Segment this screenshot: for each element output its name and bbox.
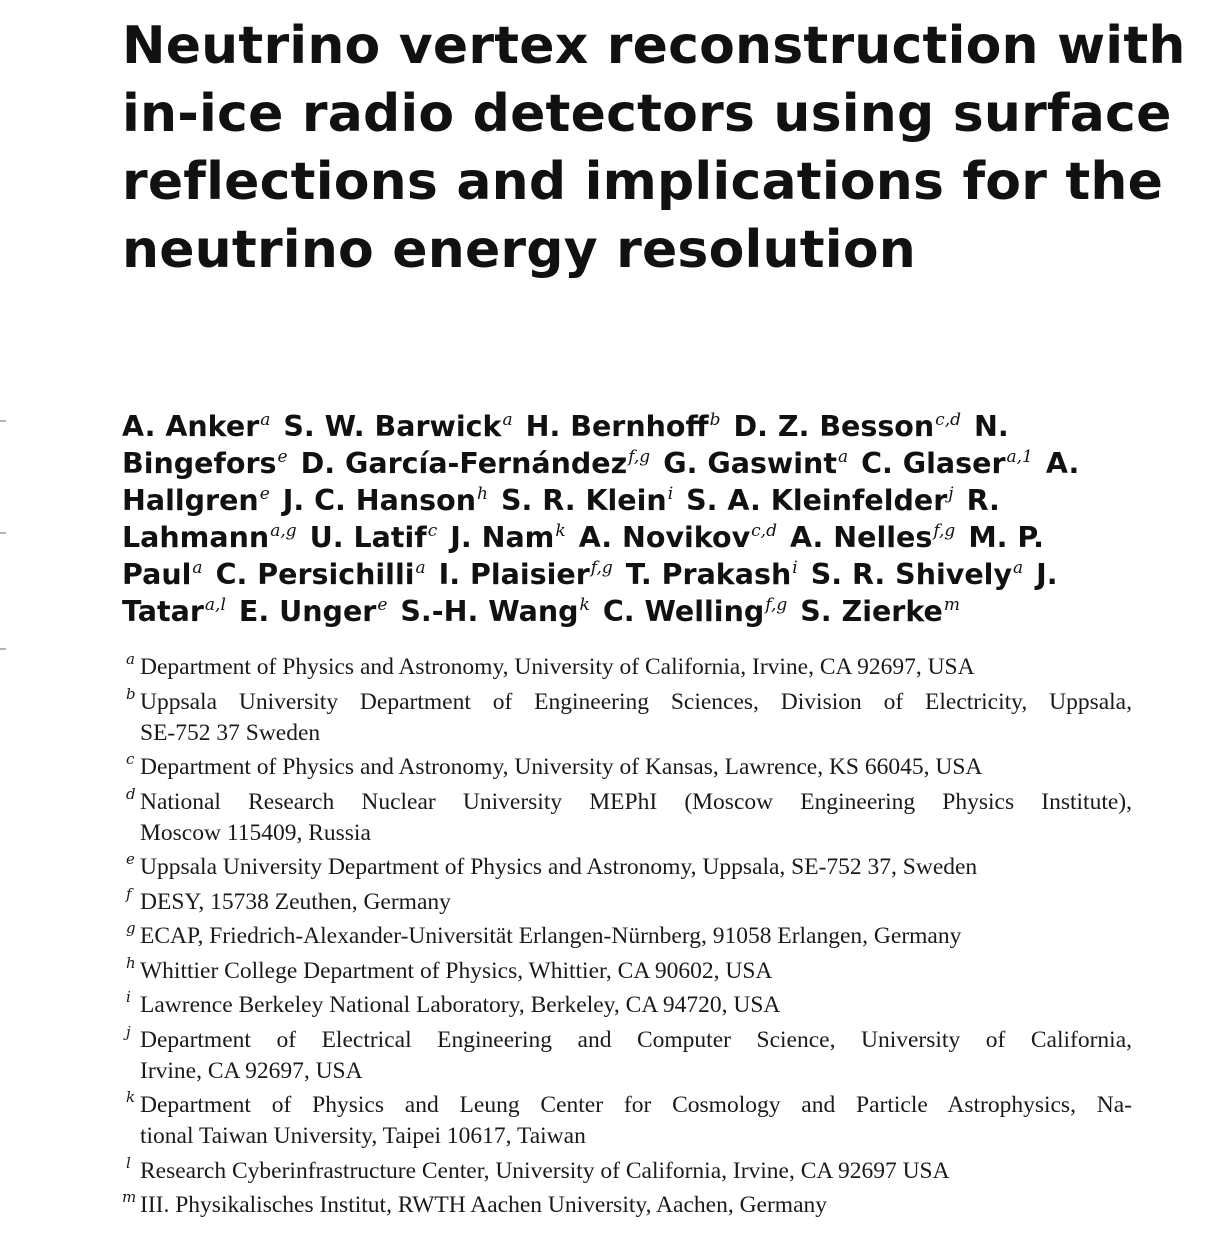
author-name-text: Tatar bbox=[122, 595, 204, 628]
affiliation-text: Uppsala University Department of Physics and Astronomy, Uppsala, SE-752 37, Sweden bbox=[140, 854, 978, 880]
author-name-text: S. Zierke bbox=[800, 595, 943, 628]
affiliation-item bbox=[122, 921, 1132, 952]
affiliation-item bbox=[122, 1022, 1132, 1087]
author-affiliation-mark: e bbox=[259, 484, 270, 504]
affiliation-text: ECAP, Friedrich-Alexander-Universität Erlangen-Nürnberg, 91058 Erlangen, Germany bbox=[140, 923, 962, 949]
affiliation-mark: b bbox=[126, 684, 136, 703]
author-affiliation-mark: e bbox=[277, 447, 288, 467]
affiliation-item bbox=[122, 784, 1132, 849]
title-line: reflections and implications for the bbox=[122, 152, 1164, 212]
author-name bbox=[967, 484, 1000, 517]
affiliation-item bbox=[122, 652, 1132, 683]
author-name-text: N. bbox=[973, 410, 1009, 443]
affiliation-text: Department of Physics and Astronomy, University of California, Irvine, CA 92697, USA bbox=[140, 654, 975, 680]
author-name bbox=[974, 410, 1009, 443]
affiliation-item bbox=[122, 884, 1132, 918]
margin-tick bbox=[0, 532, 6, 534]
author-affiliation-mark: a,1 bbox=[1006, 447, 1033, 467]
title-line: in-ice radio detectors using surface bbox=[122, 84, 1172, 144]
author-line bbox=[122, 408, 1132, 445]
author-line bbox=[122, 519, 1132, 556]
author-name-text: M. P. bbox=[968, 521, 1044, 554]
author-name bbox=[526, 410, 721, 443]
affiliation-item bbox=[122, 752, 1132, 783]
affiliation-text: III. Physikalisches Institut, RWTH Aachen University, Aachen, Germany bbox=[140, 1192, 828, 1218]
author-name-text: Hallgren bbox=[122, 484, 259, 517]
author-affiliation-mark: a bbox=[192, 558, 203, 578]
author-line bbox=[122, 482, 1132, 519]
author-name bbox=[439, 558, 613, 591]
affiliation-item bbox=[122, 852, 1132, 883]
author-name bbox=[686, 484, 953, 517]
author-name bbox=[579, 521, 777, 554]
author-name bbox=[968, 521, 1044, 554]
affiliation-mark: a bbox=[126, 650, 135, 668]
author-name-text: S.-H. Wang bbox=[400, 595, 579, 628]
author-name-text: A. bbox=[1045, 447, 1080, 480]
affiliation-mark: j bbox=[126, 1022, 131, 1041]
affiliation-item bbox=[122, 1090, 1132, 1152]
author-affiliation-mark: f,g bbox=[590, 558, 613, 578]
author-affiliation-mark: a bbox=[1013, 558, 1024, 578]
author-name bbox=[122, 595, 226, 628]
author-name-text: C. Persichilli bbox=[215, 558, 415, 591]
author-name bbox=[400, 595, 589, 628]
author-name bbox=[283, 484, 488, 517]
author-name-text: J. bbox=[1036, 558, 1058, 591]
author-name bbox=[450, 521, 565, 554]
affiliation-item bbox=[122, 990, 1132, 1021]
author-affiliation-mark: a bbox=[502, 410, 513, 430]
author-name bbox=[216, 558, 426, 591]
author-affiliation-mark: k bbox=[555, 521, 566, 541]
author-affiliation-mark: c,d bbox=[935, 410, 961, 430]
affiliation-item bbox=[122, 1190, 1132, 1221]
author-name bbox=[861, 447, 1033, 480]
author-affiliation-mark: a bbox=[415, 558, 426, 578]
author-affiliation-mark: b bbox=[709, 410, 721, 430]
author-name-text: D. Z. Besson bbox=[733, 410, 935, 443]
affiliation-text: Irvine, CA 92697, USA bbox=[140, 1057, 363, 1084]
author-name bbox=[790, 521, 955, 554]
author-name bbox=[122, 558, 203, 591]
affiliation-text: SE-752 37 Sweden bbox=[140, 719, 321, 746]
margin-tick bbox=[0, 648, 6, 650]
author-name bbox=[501, 484, 673, 517]
author-affiliation-mark: a bbox=[837, 447, 849, 467]
author-name bbox=[1036, 558, 1057, 591]
affiliation-text: Uppsala University Department of Engineering Sciences, Division of Electricity, Uppsala, bbox=[140, 688, 1132, 715]
affiliation-mark: g bbox=[126, 919, 136, 937]
author-name-text: C. Welling bbox=[602, 595, 765, 628]
author-name bbox=[626, 558, 798, 591]
affiliation-mark: d bbox=[126, 784, 136, 803]
author-name-text: Lahmann bbox=[122, 521, 270, 554]
affiliation-mark: f bbox=[126, 884, 132, 903]
author-name-text: C. Glaser bbox=[861, 447, 1006, 480]
author-name-text: A. Nelles bbox=[789, 521, 933, 554]
affiliation-text: National Research Nuclear University MEPhI (Moscow Engineering Physics Institute), bbox=[140, 788, 1132, 815]
affiliation-mark: e bbox=[126, 850, 135, 868]
author-name bbox=[603, 595, 787, 628]
author-name-text: Bingefors bbox=[122, 447, 277, 480]
author-name bbox=[122, 484, 270, 517]
affiliation-text: DESY, 15738 Zeuthen, Germany bbox=[140, 888, 451, 915]
author-affiliation-mark: j bbox=[948, 484, 954, 504]
author-line bbox=[122, 593, 1132, 630]
affiliation-mark: l bbox=[126, 1153, 131, 1172]
author-name-text: I. Plaisier bbox=[438, 558, 590, 591]
author-name-text: Paul bbox=[122, 558, 192, 591]
author-name bbox=[239, 595, 388, 628]
author-affiliation-mark: i bbox=[792, 558, 798, 578]
author-affiliation-mark: c bbox=[427, 521, 438, 541]
author-name-text: J. Nam bbox=[450, 521, 555, 554]
affiliation-list bbox=[122, 652, 1132, 1225]
affiliation-text: Department of Physics and Leung Center for Cosmology and Particle Astrophysics, Na- bbox=[140, 1092, 1132, 1118]
author-name-text: A. Novikov bbox=[578, 521, 751, 554]
author-affiliation-mark: a,g bbox=[270, 521, 297, 541]
margin-marks bbox=[0, 120, 10, 1120]
author-name bbox=[800, 595, 960, 628]
affiliation-item bbox=[122, 684, 1132, 749]
author-affiliation-mark: m bbox=[943, 595, 960, 615]
margin-tick bbox=[0, 420, 6, 422]
author-affiliation-mark: f,g bbox=[765, 595, 788, 615]
author-name bbox=[283, 410, 512, 443]
author-name bbox=[122, 410, 270, 443]
author-name bbox=[663, 447, 848, 480]
affiliation-mark: k bbox=[126, 1088, 136, 1106]
author-name-text: H. Bernhoff bbox=[525, 410, 709, 443]
author-name-text: D. García-Fernández bbox=[300, 447, 628, 480]
author-line bbox=[122, 556, 1132, 593]
author-name-text: S. R. Klein bbox=[500, 484, 667, 517]
title-line: neutrino energy resolution bbox=[122, 220, 916, 280]
affiliation-text: Research Cyberinfrastructure Center, University of California, Irvine, CA 92697 USA bbox=[140, 1157, 950, 1184]
paper-title bbox=[122, 12, 1186, 284]
author-name bbox=[310, 521, 438, 554]
author-affiliation-mark: c,d bbox=[751, 521, 777, 541]
author-name bbox=[122, 521, 297, 554]
author-name-text: S. R. Shively bbox=[810, 558, 1013, 591]
author-name-text: U. Latif bbox=[309, 521, 427, 554]
author-name-text: J. C. Hanson bbox=[282, 484, 476, 517]
affiliation-text: Department of Electrical Engineering and Computer Science, University of California, bbox=[140, 1026, 1132, 1053]
title-line: Neutrino vertex reconstruction with bbox=[122, 16, 1186, 76]
affiliation-mark: h bbox=[126, 953, 136, 972]
author-affiliation-mark: k bbox=[579, 595, 590, 615]
author-name bbox=[301, 447, 651, 480]
affiliation-text: Whittier College Department of Physics, Whittier, CA 90602, USA bbox=[140, 957, 773, 984]
author-line bbox=[122, 445, 1132, 482]
author-affiliation-mark: i bbox=[667, 484, 674, 504]
affiliation-text: Moscow 115409, Russia bbox=[140, 819, 371, 846]
author-name-text: E. Unger bbox=[238, 595, 377, 628]
affiliation-text: Department of Physics and Astronomy, University of Kansas, Lawrence, KS 66045, USA bbox=[140, 754, 983, 780]
author-affiliation-mark: f,g bbox=[933, 521, 956, 541]
affiliation-mark: c bbox=[126, 750, 135, 768]
affiliation-mark: m bbox=[122, 1188, 137, 1206]
author-affiliation-mark: a bbox=[260, 410, 271, 430]
author-list bbox=[122, 408, 1132, 630]
author-affiliation-mark: a,l bbox=[204, 595, 226, 615]
author-name bbox=[734, 410, 961, 443]
author-name-text: A. Anker bbox=[122, 410, 260, 443]
affiliation-text: tional Taiwan University, Taipei 10617, Taiwan bbox=[140, 1123, 586, 1149]
author-name-text: R. bbox=[966, 484, 1000, 517]
affiliation-item bbox=[122, 1153, 1132, 1187]
affiliation-item bbox=[122, 953, 1132, 987]
author-name bbox=[122, 447, 288, 480]
author-affiliation-mark: h bbox=[477, 484, 488, 504]
author-name bbox=[1046, 447, 1079, 480]
affiliation-mark: i bbox=[126, 988, 131, 1006]
author-name bbox=[811, 558, 1023, 591]
author-name-text: T. Prakash bbox=[625, 558, 792, 591]
author-affiliation-mark: f,g bbox=[628, 447, 651, 467]
author-name-text: S. A. Kleinfelder bbox=[686, 484, 948, 517]
author-affiliation-mark: e bbox=[377, 595, 388, 615]
affiliation-text: Lawrence Berkeley National Laboratory, Berkeley, CA 94720, USA bbox=[140, 992, 781, 1018]
author-name-text: G. Gaswint bbox=[663, 447, 837, 480]
author-name-text: S. W. Barwick bbox=[283, 410, 502, 443]
